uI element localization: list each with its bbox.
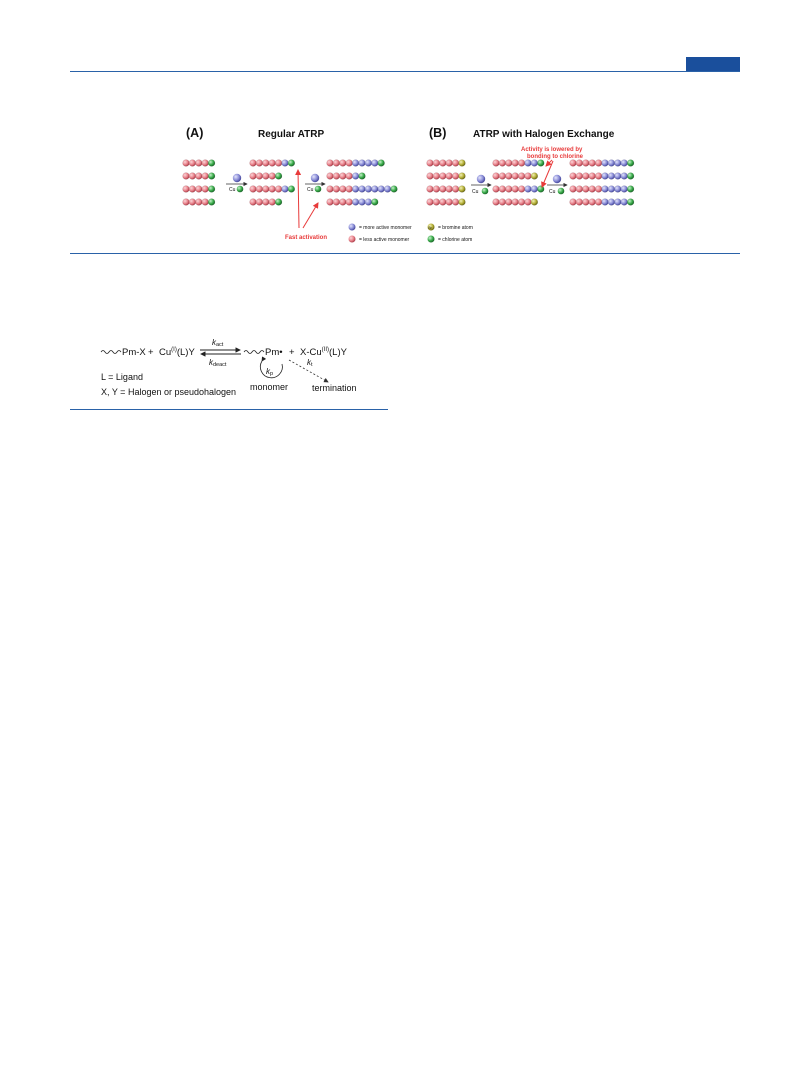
chain-b-end-3: [570, 199, 634, 206]
svg-text:X-Cu(II)(L)Y: [300, 347, 348, 358]
figure-b-label: (B): [429, 126, 447, 140]
chain-a-mid-2: [250, 186, 295, 193]
chain-a-mid-0: [250, 160, 295, 167]
figure-a-title: Regular ATRP: [258, 129, 325, 140]
fast-activation-label: Fast activation: [285, 235, 328, 241]
k-p: k: [266, 367, 270, 376]
fast-activation-arrow-1: [298, 170, 299, 228]
cu2-ox: (II): [321, 347, 329, 353]
legend-item-1: = more active monomer: [359, 225, 412, 231]
legend-item-3: = bromine atom: [438, 225, 473, 231]
radical-dot: •: [279, 347, 283, 358]
k-deact-sub: deact: [213, 362, 227, 368]
catalyst-b2: [547, 175, 567, 195]
chain-b-start-1: [427, 173, 466, 180]
plus-2: +: [289, 347, 295, 358]
left-x: -X: [136, 347, 146, 358]
k-act: k: [212, 338, 216, 347]
catalyst-a1: [226, 174, 247, 193]
fast-activation-arrow-2: [303, 203, 318, 228]
svg-text:kp: [266, 367, 273, 377]
catalyst-a2-label: Cu: [307, 187, 314, 193]
atrp-scheme: [0, 325, 809, 410]
k-t-sub: t: [311, 362, 313, 368]
chain-b-start-0: [427, 160, 466, 167]
svg-text:kact: [212, 338, 224, 348]
cu1-tail: (L)Y: [176, 347, 195, 358]
termination-label: termination: [312, 383, 357, 393]
chain-a-mid-3: [250, 199, 282, 206]
catalyst-a2: [305, 174, 325, 193]
header-tab: [686, 57, 740, 71]
chain-b-end-1: [570, 173, 634, 180]
k-act-sub: act: [216, 342, 224, 348]
svg-text:Pm-X: [122, 347, 146, 358]
polymer-chain-wave-left: [101, 351, 121, 354]
figure-rule: [70, 253, 740, 254]
cu2: X-Cu: [300, 347, 322, 358]
k-p-sub: p: [270, 371, 274, 377]
chains-panel-b: [427, 160, 634, 206]
legend-red-sphere: [349, 236, 356, 243]
definition-ligand: L = Ligand: [101, 372, 143, 382]
legend-chlorine-sphere: [428, 236, 435, 243]
svg-text:Cu(I)(L)Y: [159, 347, 195, 358]
cu1: Cu: [159, 347, 172, 358]
polymer-chain-wave-right: [244, 351, 264, 354]
cu2-tail: (L)Y: [329, 347, 347, 358]
chain-a-end-2: [327, 186, 398, 193]
chains-panel-a: [183, 160, 398, 206]
chain-b-start-3: [427, 199, 466, 206]
atrp-figure: [0, 115, 809, 260]
k-t: k: [307, 358, 311, 367]
chain-a-end-0: [327, 160, 385, 167]
svg-text:kt: [307, 358, 313, 368]
catalyst-b2-label: Cu: [549, 189, 556, 195]
chain-a-start-1: [183, 173, 215, 180]
plus-1: +: [148, 347, 154, 358]
halogen-annotation-line2: bonding to chlorine: [527, 154, 583, 160]
legend-item-4: = chlorine atom: [438, 237, 473, 243]
chain-a-end-3: [327, 199, 379, 206]
svg-text:Pm•: [265, 347, 283, 358]
svg-text:kdeact: [209, 358, 227, 368]
chain-b-start-2: [427, 186, 466, 193]
monomer-label: monomer: [250, 382, 289, 392]
radical: Pm: [265, 347, 280, 358]
catalyst-b1-label: Cu: [472, 189, 479, 195]
chain-b-end-2: [570, 186, 634, 193]
catalyst-a1-label: Cu: [229, 187, 236, 193]
legend: [349, 224, 473, 244]
left-chain: Pm: [122, 347, 137, 358]
chain-b-mid-0: [493, 160, 545, 167]
chain-b-end-0: [570, 160, 634, 167]
cu1-ox: (I): [171, 347, 177, 353]
legend-blue-sphere: [349, 224, 356, 231]
chain-a-start-2: [183, 186, 215, 193]
figure-b-title: ATRP with Halogen Exchange: [473, 129, 615, 140]
chain-b-mid-2: [493, 186, 545, 193]
scheme-rule: [70, 409, 388, 410]
k-deact: k: [209, 358, 213, 367]
chain-a-start-0: [183, 160, 215, 167]
chain-a-end-1: [327, 173, 366, 180]
catalyst-b1: [471, 175, 491, 195]
definition-halogen: X, Y = Halogen or pseudohalogen: [101, 387, 237, 397]
chain-a-mid-1: [250, 173, 282, 180]
chain-b-mid-3: [493, 199, 538, 206]
header-rule: [70, 71, 740, 72]
halogen-annotation-line1: Activity is lowered by: [521, 147, 583, 153]
figure-a-label: (A): [186, 126, 204, 140]
legend-item-2: = less active monomer: [359, 237, 410, 243]
chain-a-start-3: [183, 199, 215, 206]
chain-b-mid-1: [493, 173, 538, 180]
legend-bromine-glyph: Br: [428, 225, 432, 230]
